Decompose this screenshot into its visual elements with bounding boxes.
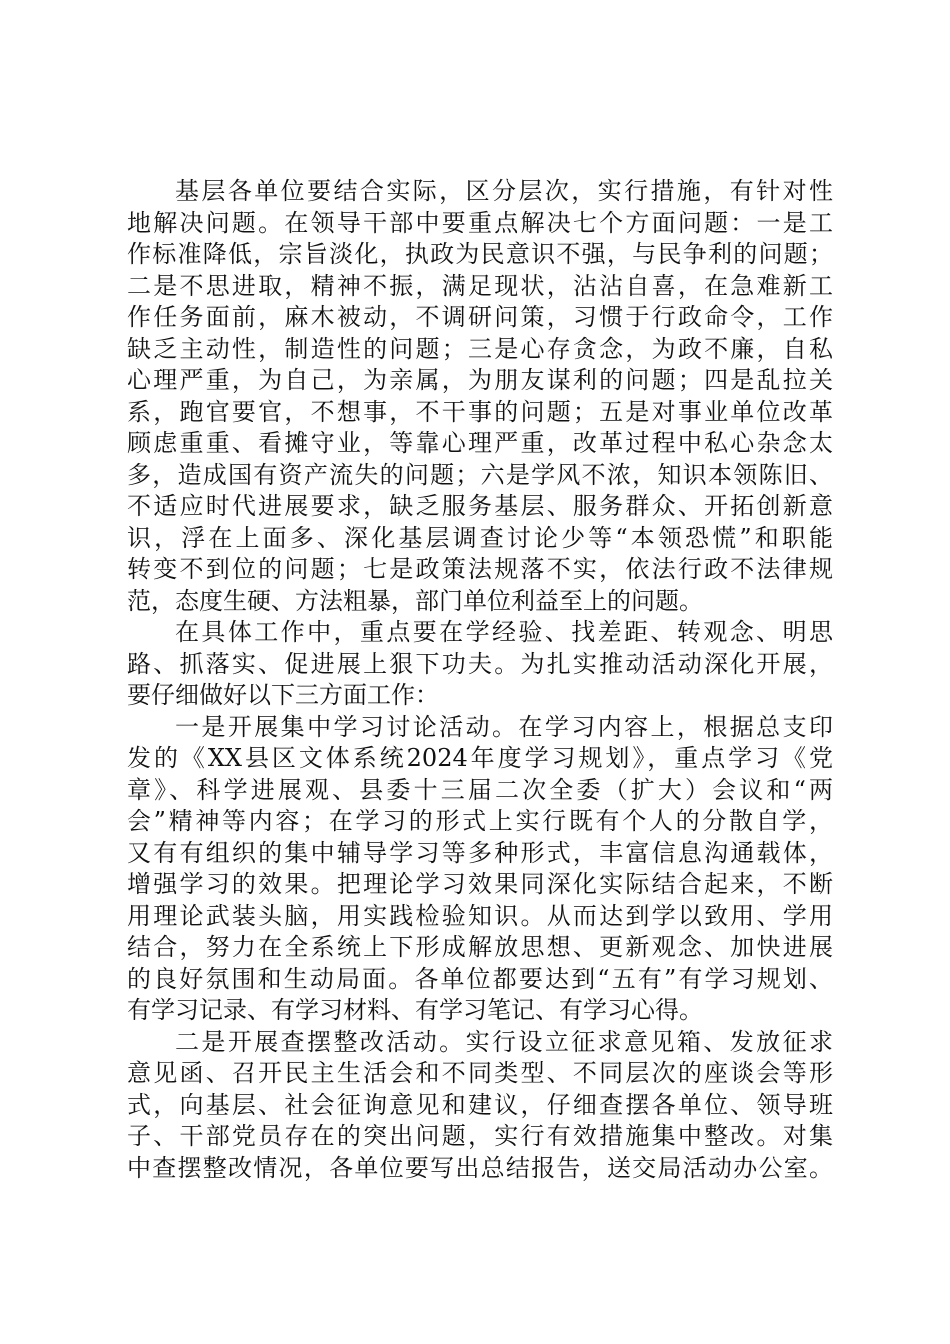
text-line: 又有有组织的集中辅导学习等多种形式，丰富信息沟通载体， [127, 838, 833, 867]
text-line: 式，向基层、社会征询意见和建议，仔细查摆各单位、领导班 [127, 1090, 833, 1119]
text-line: 结合，努力在全系统上下形成解放思想、更新观念、加快进展 [127, 933, 833, 961]
text-line: 作标准降低，宗旨淡化，执政为民意识不强，与民争利的问题； [127, 240, 833, 268]
paragraph-3 [127, 712, 833, 1027]
text-line: 子、干部党员存在的突出问题，实行有效措施集中整改。对集 [127, 1122, 833, 1150]
document-body [127, 176, 833, 1184]
paragraph-4 [127, 1027, 833, 1185]
text-line: 意见函、召开民主生活会和不同类型、不同层次的座谈会等形 [127, 1059, 833, 1087]
text-line: 不适应时代进展要求，缺乏服务基层、服务群众、开拓创新意 [127, 492, 833, 520]
text-line: 一是开展集中学习讨论活动。在学习内容上，根据总支印 [175, 712, 833, 741]
text-line: 在具体工作中，重点要在学经验、找差距、转观念、明思 [175, 618, 833, 646]
text-line: 用理论武装头脑，用实践检验知识。从而达到学以致用、学用 [127, 901, 833, 930]
text-line: 范，态度生硬、方法粗暴，部门单位利益至上的问题。 [127, 586, 703, 615]
text-line: 的良好氛围和生动局面。各单位都要达到“五有”有学习规划、 [127, 964, 833, 993]
text-line: 发的《XX县区文体系统2024年度学习规划》，重点学习《党 [127, 744, 833, 772]
paragraph-2 [127, 617, 833, 712]
text-line: 二是不思进取，精神不振，满足现状，沾沾自喜，在急难新工 [127, 271, 833, 300]
text-line: 作任务面前，麻木被动，不调研问策，习惯于行政命令，工作 [127, 303, 833, 331]
text-line: 要仔细做好以下三方面工作： [127, 681, 439, 709]
text-line: 系，跑官要官，不想事，不干事的问题；五是对事业单位改革 [127, 397, 833, 426]
text-line: 章》、科学进展观、县委十三届二次全委（扩大）会议和“两 [127, 775, 833, 804]
text-line: 路、抓落实、促进展上狠下功夫。为扎实推动活动深化开展， [127, 649, 833, 678]
text-line: 识，浮在上面多、深化基层调查讨论少等“本领恐慌”和职能 [127, 523, 833, 552]
paragraph-1 [127, 176, 833, 617]
text-line: 心理严重，为自己，为亲属，为朋友谋利的问题；四是乱拉关 [127, 366, 833, 394]
text-line: 二是开展查摆整改活动。实行设立征求意见箱、发放征求 [175, 1027, 833, 1056]
text-line: 多，造成国有资产流失的问题；六是学风不浓，知识本领陈旧、 [127, 460, 833, 489]
text-line: 中查摆整改情况，各单位要写出总结报告，送交局活动办公室。 [127, 1153, 833, 1182]
text-line: 有学习记录、有学习材料、有学习笔记、有学习心得。 [127, 996, 703, 1024]
text-line: 顾虑重重、看摊守业，等靠心理严重，改革过程中私心杂念太 [127, 429, 833, 457]
text-line: 基层各单位要结合实际，区分层次，实行措施，有针对性 [175, 177, 833, 205]
text-line: 会”精神等内容；在学习的形式上实行既有个人的分散自学， [127, 807, 833, 835]
text-line: 地解决问题。在领导干部中要重点解决七个方面问题：一是工 [127, 208, 833, 237]
text-line: 缺乏主动性，制造性的问题；三是心存贪念，为政不廉，自私 [127, 334, 833, 363]
text-line: 转变不到位的问题；七是政策法规落不实，依法行政不法律规 [127, 555, 833, 583]
text-line: 增强学习的效果。把理论学习效果同深化实际结合起来，不断 [127, 870, 833, 898]
